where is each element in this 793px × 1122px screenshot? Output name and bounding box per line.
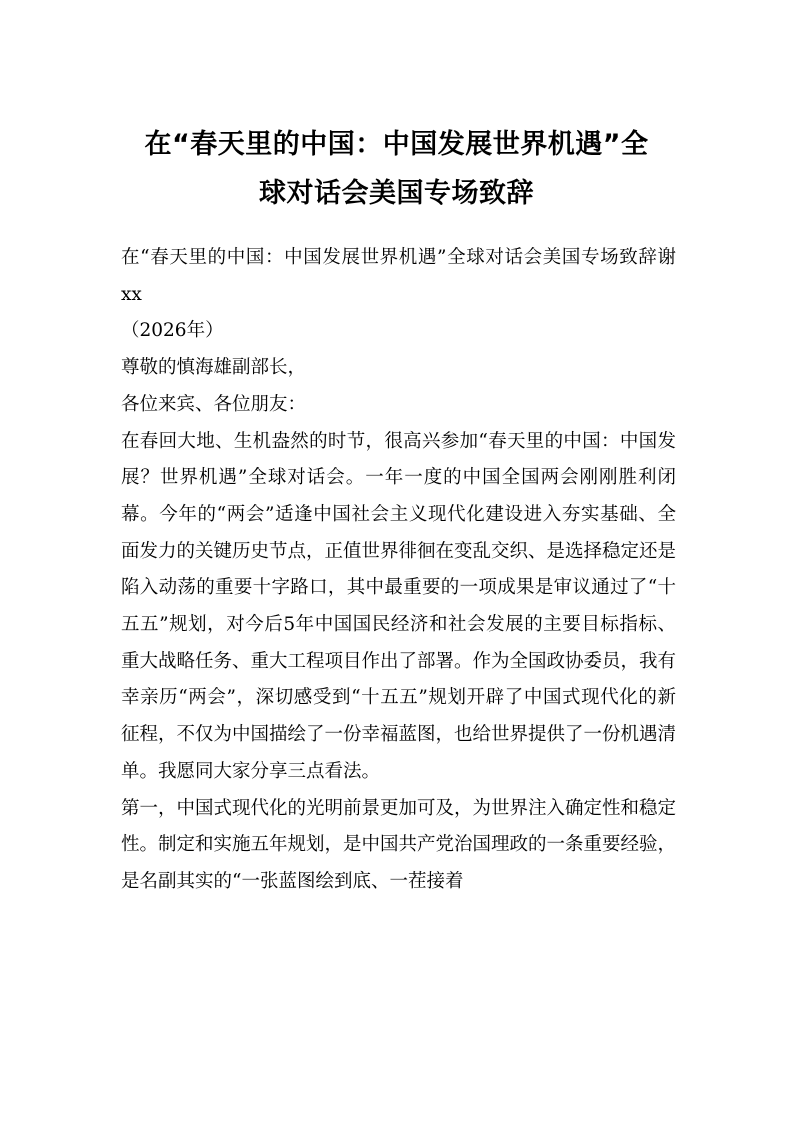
- subtitle-paragraph: 在“春天里的中国：中国发展世界机遇”全球对话会美国专场致辞谢xx: [121, 247, 676, 305]
- document-title: [100, 120, 693, 218]
- title-line-2: 球对话会美国专场致辞: [259, 178, 534, 209]
- title-line-1: 在“春天里的中国：中国发展世界机遇”全: [144, 129, 649, 160]
- greeting-paragraph: 各位来宾、各位朋友：: [121, 393, 307, 415]
- body-paragraph: 在春回大地、生机盎然的时节，很高兴参加“春天里的中国：中国发展？世界机遇”全球对话会。一年一度的中国全国两会刚刚胜利闭幕。今年的“两会”适逢中国社会主义现代化建设进入夯实基础、全面发力的关键历史节点，正值世界徘徊在变乱交织、是选择稳定还是陷入动荡的重要十字路口，其中最重要的一项成果是审议通过了“十五五”规划，对今后5年中国国民经济和社会发展的主要目标指标、重大战略任务、重大工程项目作出了部署。作为全国政协委员，我有幸亲历“两会”，深切感受到“十五五”规划开辟了中国式现代化的新征程，不仅为中国描绘了一份幸福蓝图，也给世界提供了一份机遇清单。我愿同大家分享三点看法。: [121, 430, 677, 782]
- document-body: [121, 240, 676, 901]
- body-paragraph: 第一，中国式现代化的光明前景更加可及，为世界注入确定性和稳定性。制定和实施五年规划，是中国共产党治国理政的一条重要经验，是名副其实的“一张蓝图绘到底、一茬接着: [121, 797, 677, 892]
- salutation-paragraph: 尊敬的慎海雄副部长，: [121, 357, 307, 379]
- year-paragraph: （2026年）: [121, 320, 224, 342]
